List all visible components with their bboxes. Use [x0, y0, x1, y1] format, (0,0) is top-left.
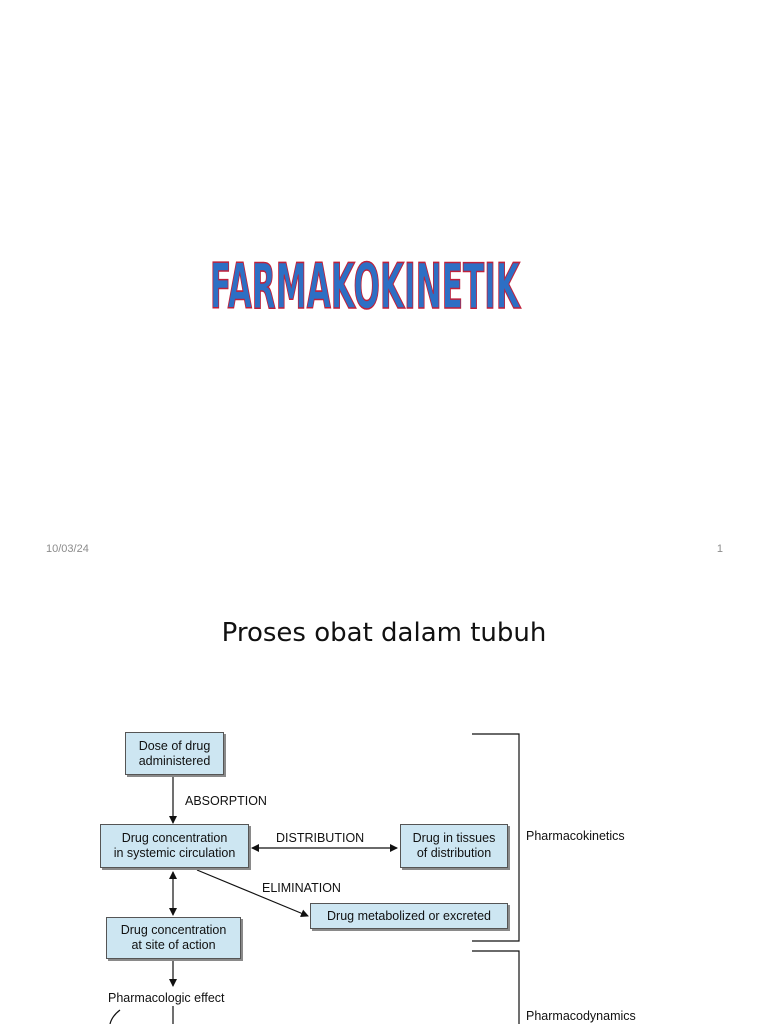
slide-2: [0, 576, 768, 1024]
label-pharmacodynamics: Pharmacodynamics: [526, 1009, 636, 1023]
wordart-title: [205, 236, 525, 322]
slide-title: Proses obat dalam tubuh: [221, 618, 547, 648]
label-elimination: ELIMINATION: [262, 881, 341, 895]
box-dose: Dose of drug administered: [125, 732, 224, 775]
label-distribution: DISTRIBUTION: [276, 831, 365, 845]
label-absorption: ABSORPTION: [185, 794, 267, 808]
box-site-of-action: Drug concentration at site of action: [106, 917, 241, 959]
wordart-title-text: FARMAKOKINETIK: [210, 250, 521, 323]
box-metabolized: Drug metabolized or excreted: [310, 903, 508, 929]
label-pharmacokinetics: Pharmacokinetics: [526, 829, 625, 843]
box-systemic-circulation: Drug concentration in systemic circulation: [100, 824, 249, 868]
page-number: 1: [716, 543, 723, 555]
footer-date: 10/03/24: [46, 543, 89, 555]
box-tissues: Drug in tissues of distribution: [400, 824, 508, 868]
bracket-pharmacodynamics: [472, 951, 519, 1024]
feedback-curve: [110, 1010, 120, 1024]
label-pharmacologic-effect: Pharmacologic effect: [108, 991, 225, 1005]
